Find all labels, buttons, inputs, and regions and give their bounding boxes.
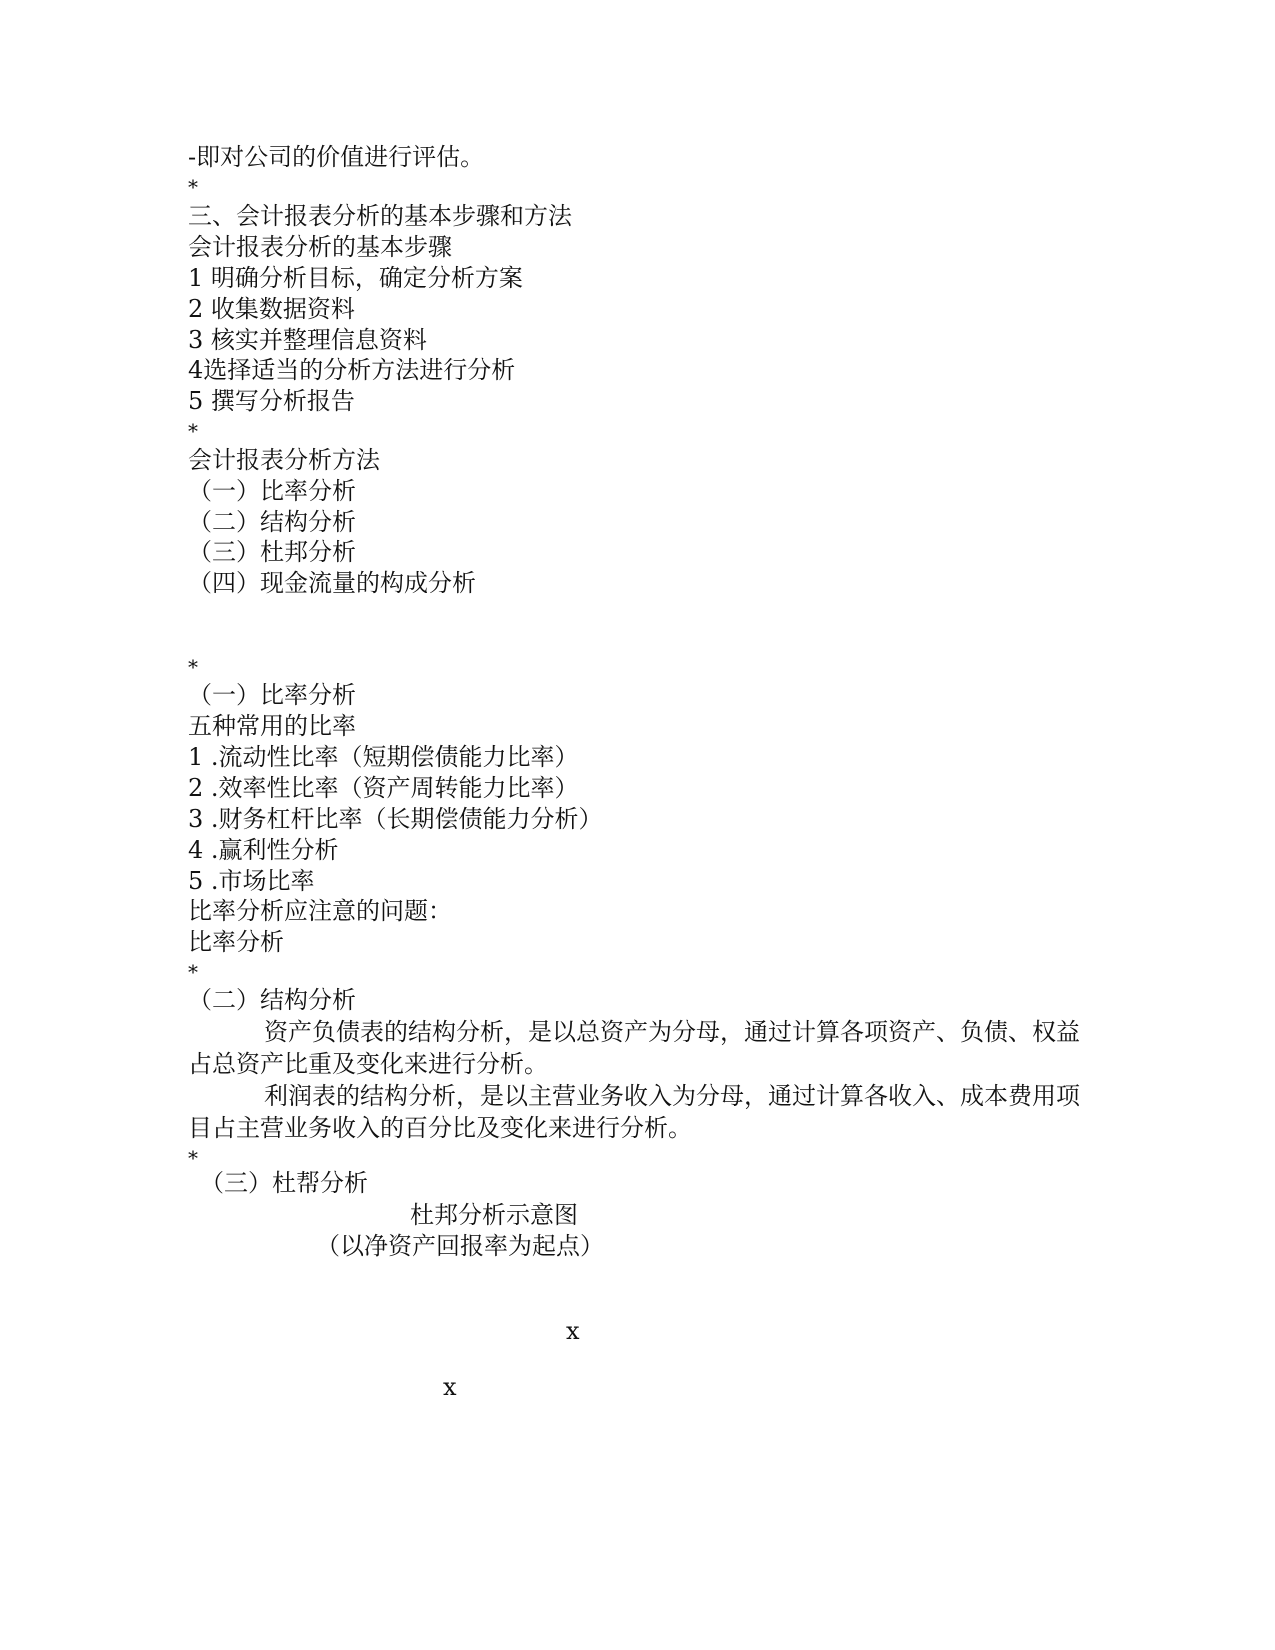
- paragraph-balance-sheet: 资产负债表的结构分析，是以总资产为分母，通过计算各项资产、负债、权益占总资产比重及变化来进行分析。: [188, 1018, 1080, 1078]
- diagram-title: 杜邦分析示意图: [410, 1201, 578, 1229]
- ratio-item: 5 .市场比率: [188, 867, 315, 895]
- step-item: 5 撰写分析报告: [188, 387, 355, 415]
- separator-star: *: [188, 960, 198, 984]
- subheading: 会计报表分析的基本步骤: [188, 233, 452, 261]
- text-line: 比率分析: [188, 928, 284, 956]
- separator-star: *: [188, 655, 198, 679]
- subheading: （一）比率分析: [188, 681, 356, 709]
- subheading: （二）结构分析: [188, 986, 356, 1014]
- ratio-item: 1 .流动性比率（短期偿债能力比率）: [188, 743, 579, 771]
- separator-star: *: [188, 419, 198, 443]
- step-item: 3 核实并整理信息资料: [188, 326, 427, 354]
- section-heading: 三、会计报表分析的基本步骤和方法: [188, 202, 572, 230]
- ratio-item: 4 .赢利性分析: [188, 836, 339, 864]
- multiply-mark: x: [566, 1317, 580, 1345]
- method-item: （三）杜邦分析: [188, 538, 356, 566]
- subheading: 五种常用的比率: [188, 712, 356, 740]
- multiply-mark: x: [443, 1373, 457, 1401]
- separator-star: *: [188, 175, 198, 199]
- paragraph-income-statement: 利润表的结构分析，是以主营业务收入为分母，通过计算各收入、成本费用项目占主营业务收入的百分比及变化来进行分析。: [188, 1082, 1080, 1142]
- method-item: （二）结构分析: [188, 508, 356, 536]
- step-item: 4选择适当的分析方法进行分析: [188, 356, 516, 384]
- ratio-item: 2 .效率性比率（资产周转能力比率）: [188, 774, 579, 802]
- text-line: 比率分析应注意的问题：: [188, 897, 452, 925]
- separator-star: *: [188, 1146, 198, 1170]
- subheading: 会计报表分析方法: [188, 446, 380, 474]
- step-item: 1 明确分析目标，确定分析方案: [188, 264, 523, 292]
- text-line: -即对公司的价值进行评估。: [188, 143, 485, 171]
- diagram-subtitle: （以净资产回报率为起点）: [316, 1232, 604, 1260]
- method-item: （四）现金流量的构成分析: [188, 569, 476, 597]
- step-item: 2 收集数据资料: [188, 295, 355, 323]
- dupont-heading: （三）杜帮分析: [200, 1169, 368, 1197]
- method-item: （一）比率分析: [188, 477, 356, 505]
- ratio-item: 3 .财务杠杆比率（长期偿债能力分析）: [188, 805, 603, 833]
